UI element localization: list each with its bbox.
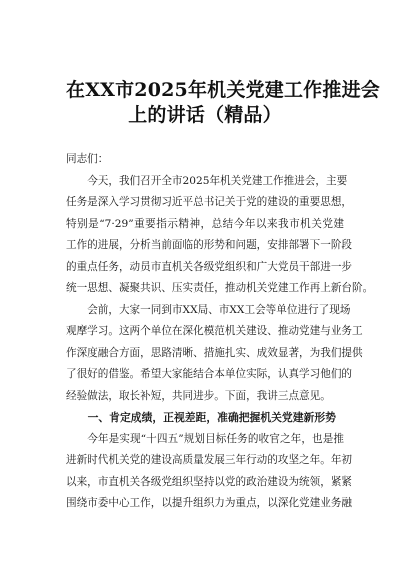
text-line: 围绕市委中心工作，以提升组织力为重点，以深化党建业务融	[66, 497, 353, 509]
text-line: 工作的进展，分析当前面临的形势和问题，安排部署下一阶段	[66, 239, 353, 251]
text-line: 今年是实现“十四五”规划目标任务的收官之年，也是推	[87, 432, 344, 445]
title-line-1: 在XX市2025年机关党建工作推进会	[66, 79, 380, 101]
text-line: 观摩学习。这两个单位在深化模范机关建设、推动党建与业务工	[66, 325, 363, 337]
text-line: 今天，我们召开全市2025年机关党建工作推进会，主要	[87, 174, 348, 187]
text-line: 作深度融合方面，思路清晰、措施扎实、成效显著，为我们提供	[66, 346, 363, 359]
salutation: 同志们：	[66, 153, 109, 165]
text-line: 经验做法，取长补短，共同进步。下面，我讲三点意见。	[66, 389, 331, 402]
text-line: 统一思想、凝聚共识、压实责任，推动机关党建工作再上新台阶。	[66, 282, 374, 294]
text-line: 了很好的借鉴。希望大家能结合本单位实际，认真学习他们的	[66, 368, 353, 380]
text-line: 的重点任务，动员市直机关各级党组织和广大党员干部进一步	[66, 260, 353, 273]
section-heading-1: 一、肯定成绩，正视差距，准确把握机关党建新形势	[87, 411, 336, 424]
text-line: 特别是“7·29”重要指示精神，总结今年以来我市机关党建	[66, 217, 344, 230]
text-line: 进新时代机关党的建设高质量发展三年行动的攻坚之年。年初	[66, 454, 353, 466]
title-line-2: 上的讲话（精品）	[128, 104, 282, 126]
paragraph-section-1	[66, 429, 353, 515]
text-line: 会前，大家一同到市XX局、市XX工会等单位进行了现场	[87, 303, 351, 316]
text-line: 以来，市直机关各级党组织坚持以党的政治建设为统领，紧紧	[66, 475, 353, 488]
text-line: 任务是深入学习贯彻习近平总书记关于党的建设的重要思想，	[66, 196, 353, 208]
paragraph-observation	[66, 300, 363, 408]
document-title	[66, 0, 380, 128]
paragraph-opening	[66, 171, 374, 300]
